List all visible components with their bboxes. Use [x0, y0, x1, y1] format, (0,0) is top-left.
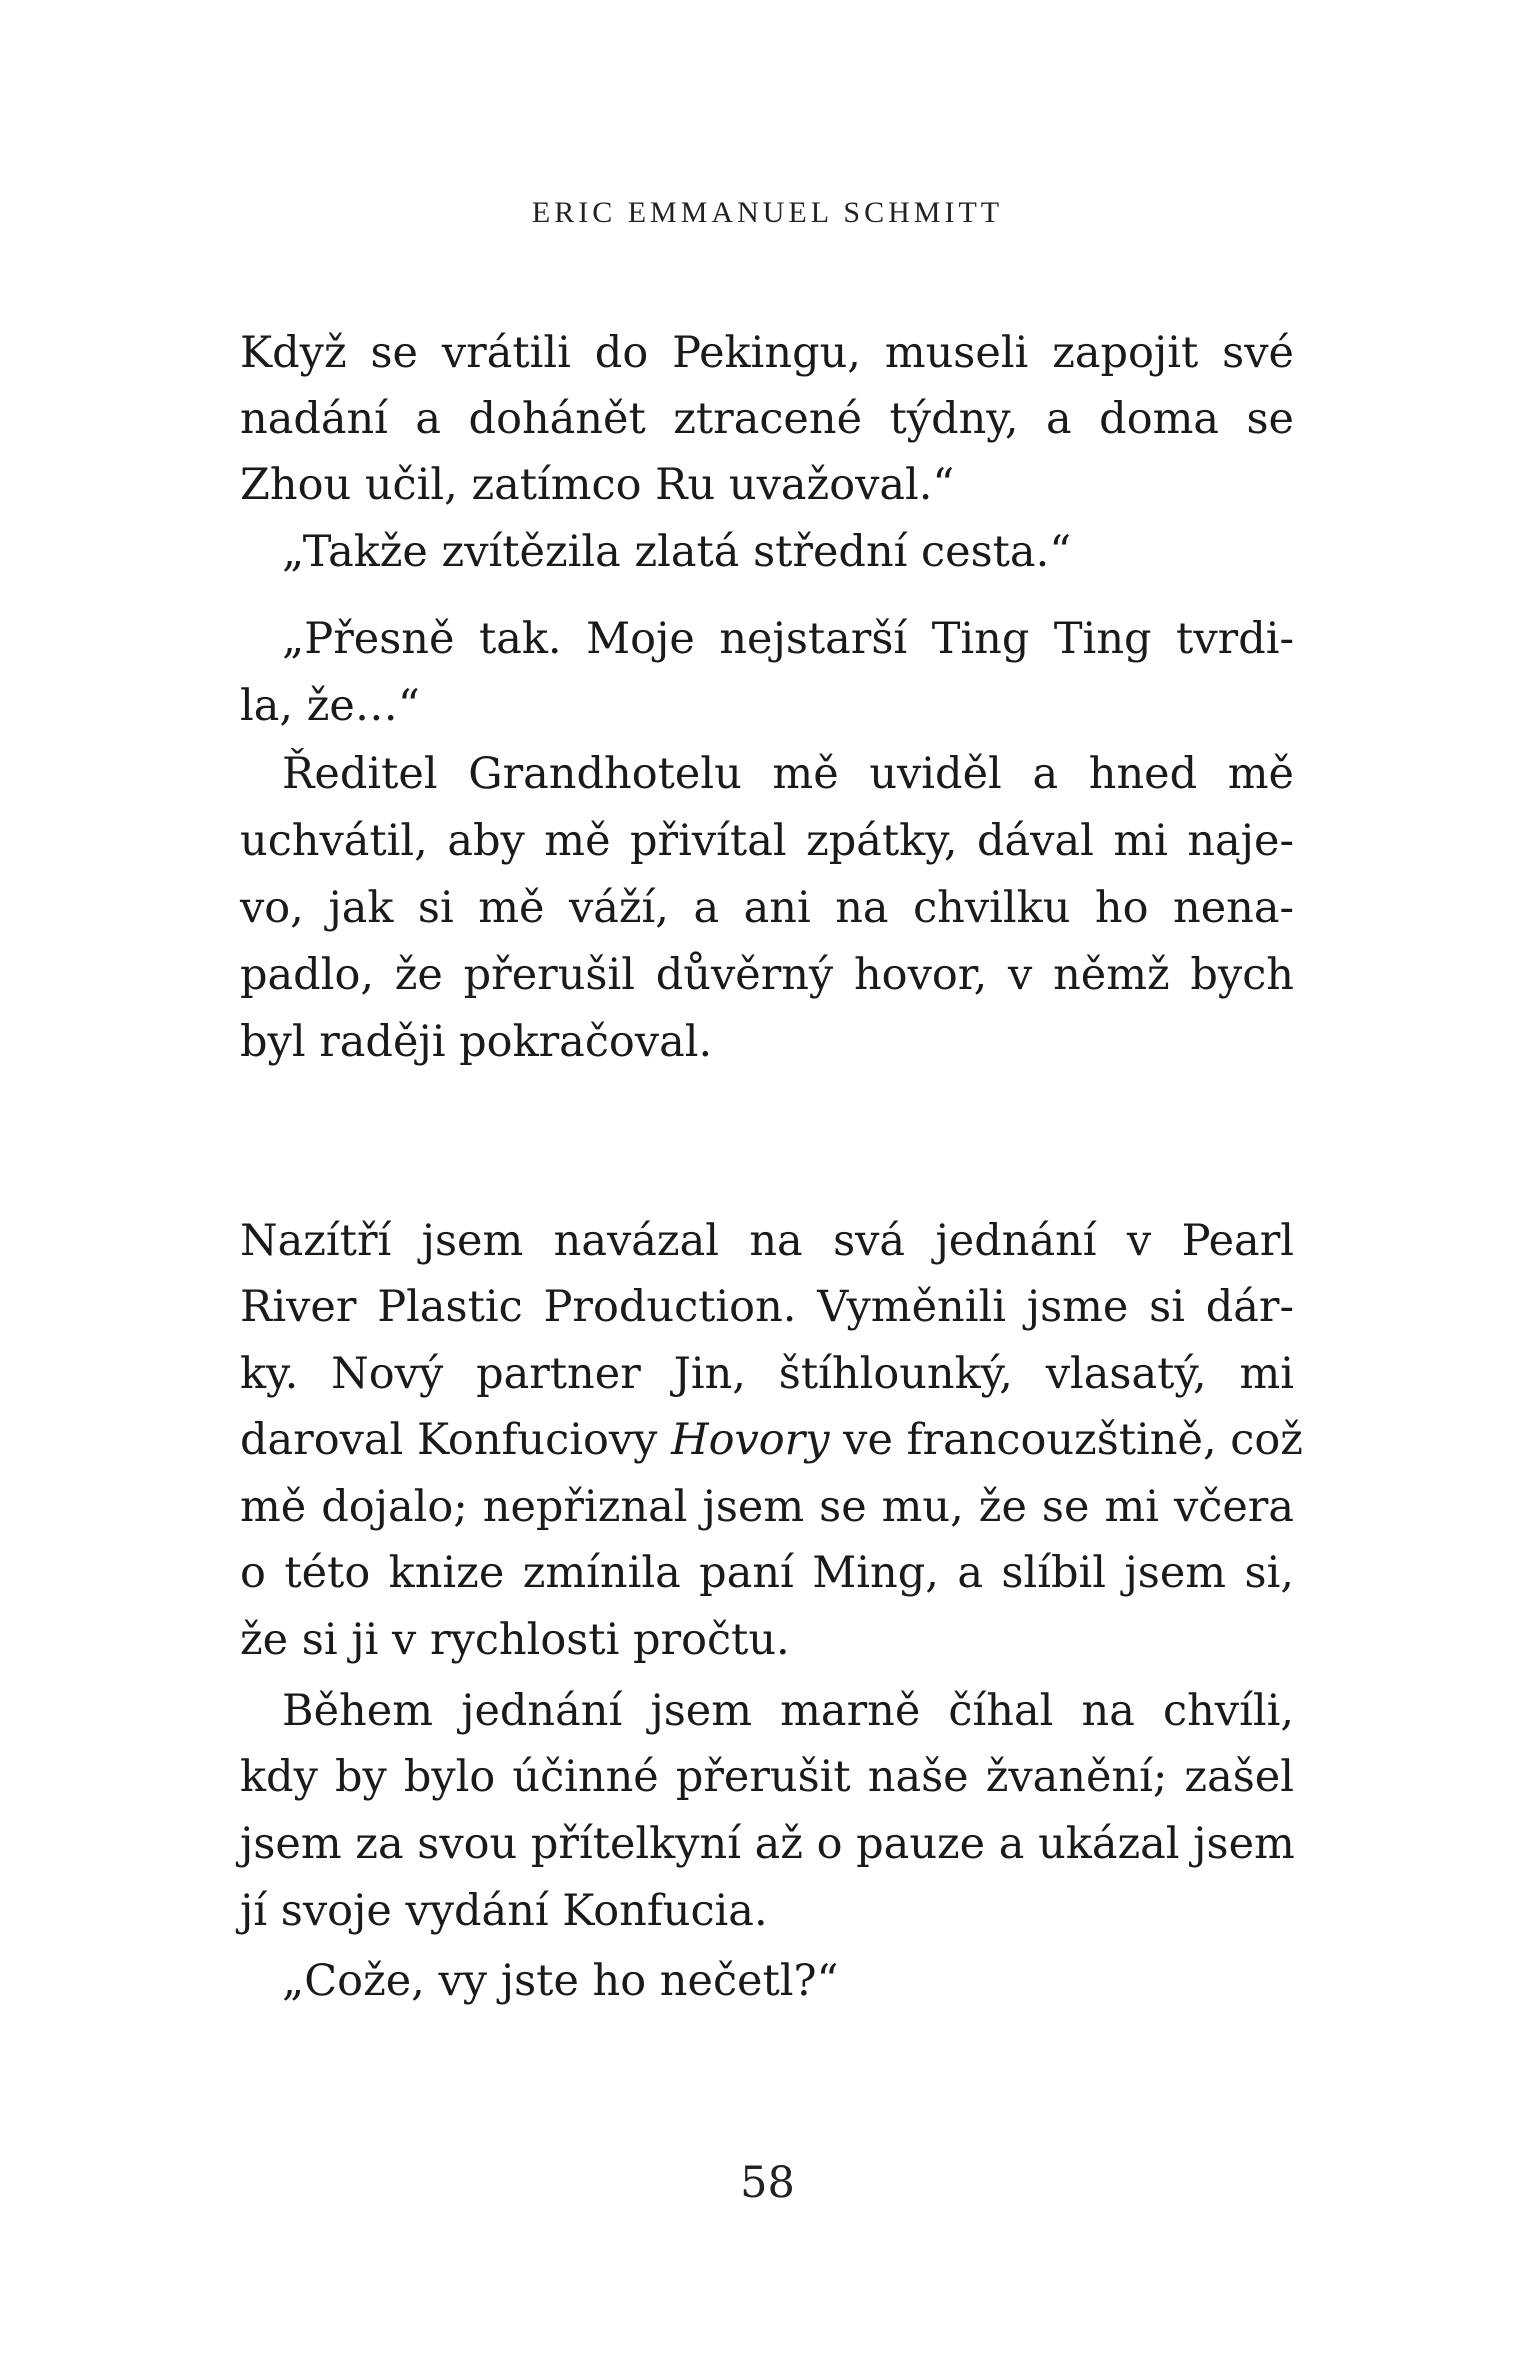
text-line: uchvátil, aby mě přivítal zpátky, dával mi naje-	[240, 816, 1294, 866]
text-line: padlo, že přerušil důvěrný hovor, v němž bych	[240, 950, 1294, 1000]
text-line: „Takže zvítězila zlatá střední cesta.“	[282, 527, 1072, 577]
text-line	[240, 1407, 1303, 1473]
page-number: 58	[740, 2158, 795, 2208]
text-line: jí svoje vydání Konfucia.	[240, 1886, 768, 1936]
text-line: Když se vrátili do Pekingu, museli zapojit své	[240, 328, 1294, 378]
text-line: kdy by bylo účinné přerušit naše žvanění; zašel	[240, 1752, 1294, 1802]
text-line: jsem za svou přítelkyní až o pauze a ukázal jsem	[240, 1819, 1295, 1869]
text-line: River Plastic Production. Vyměnili jsme si dár-	[240, 1282, 1294, 1332]
text-fragment: ve francouzštině, což	[829, 1415, 1303, 1465]
text-line: mě dojalo; nepřiznal jsem se mu, že se mi včera	[240, 1482, 1294, 1532]
text-line: Nazítří jsem navázal na svá jednání v Pearl	[240, 1216, 1294, 1266]
text-line: „Cože, vy jste ho nečetl?“	[282, 1956, 839, 2006]
text-line: vo, jak si mě váží, a ani na chvilku ho nena-	[240, 883, 1294, 933]
text-line: la, že…“	[240, 681, 420, 731]
text-line: Během jednání jsem marně číhal na chvíli,	[282, 1686, 1294, 1736]
text-line: Zhou učil, zatímco Ru uvažoval.“	[240, 460, 955, 510]
text-line: nadání a dohánět ztracené týdny, a doma se	[240, 394, 1294, 444]
text-line: ky. Nový partner Jin, štíhlounký, vlasatý, mi	[240, 1349, 1294, 1399]
text-line: „Přesně tak. Moje nejstarší Ting Ting tvrdi-	[282, 614, 1294, 664]
text-line: o této knize zmínila paní Ming, a slíbil jsem si,	[240, 1548, 1294, 1598]
text-fragment: daroval Konfuciovy	[240, 1415, 672, 1465]
text-line: že si ji v rychlosti pročtu.	[240, 1615, 790, 1665]
running-head: ERIC EMMANUEL SCHMITT	[531, 196, 1004, 229]
book-title: Hovory	[671, 1415, 830, 1465]
text-line: Ředitel Grandhotelu mě uviděl a hned mě	[282, 749, 1294, 799]
text-line: byl raději pokračoval.	[240, 1017, 713, 1067]
